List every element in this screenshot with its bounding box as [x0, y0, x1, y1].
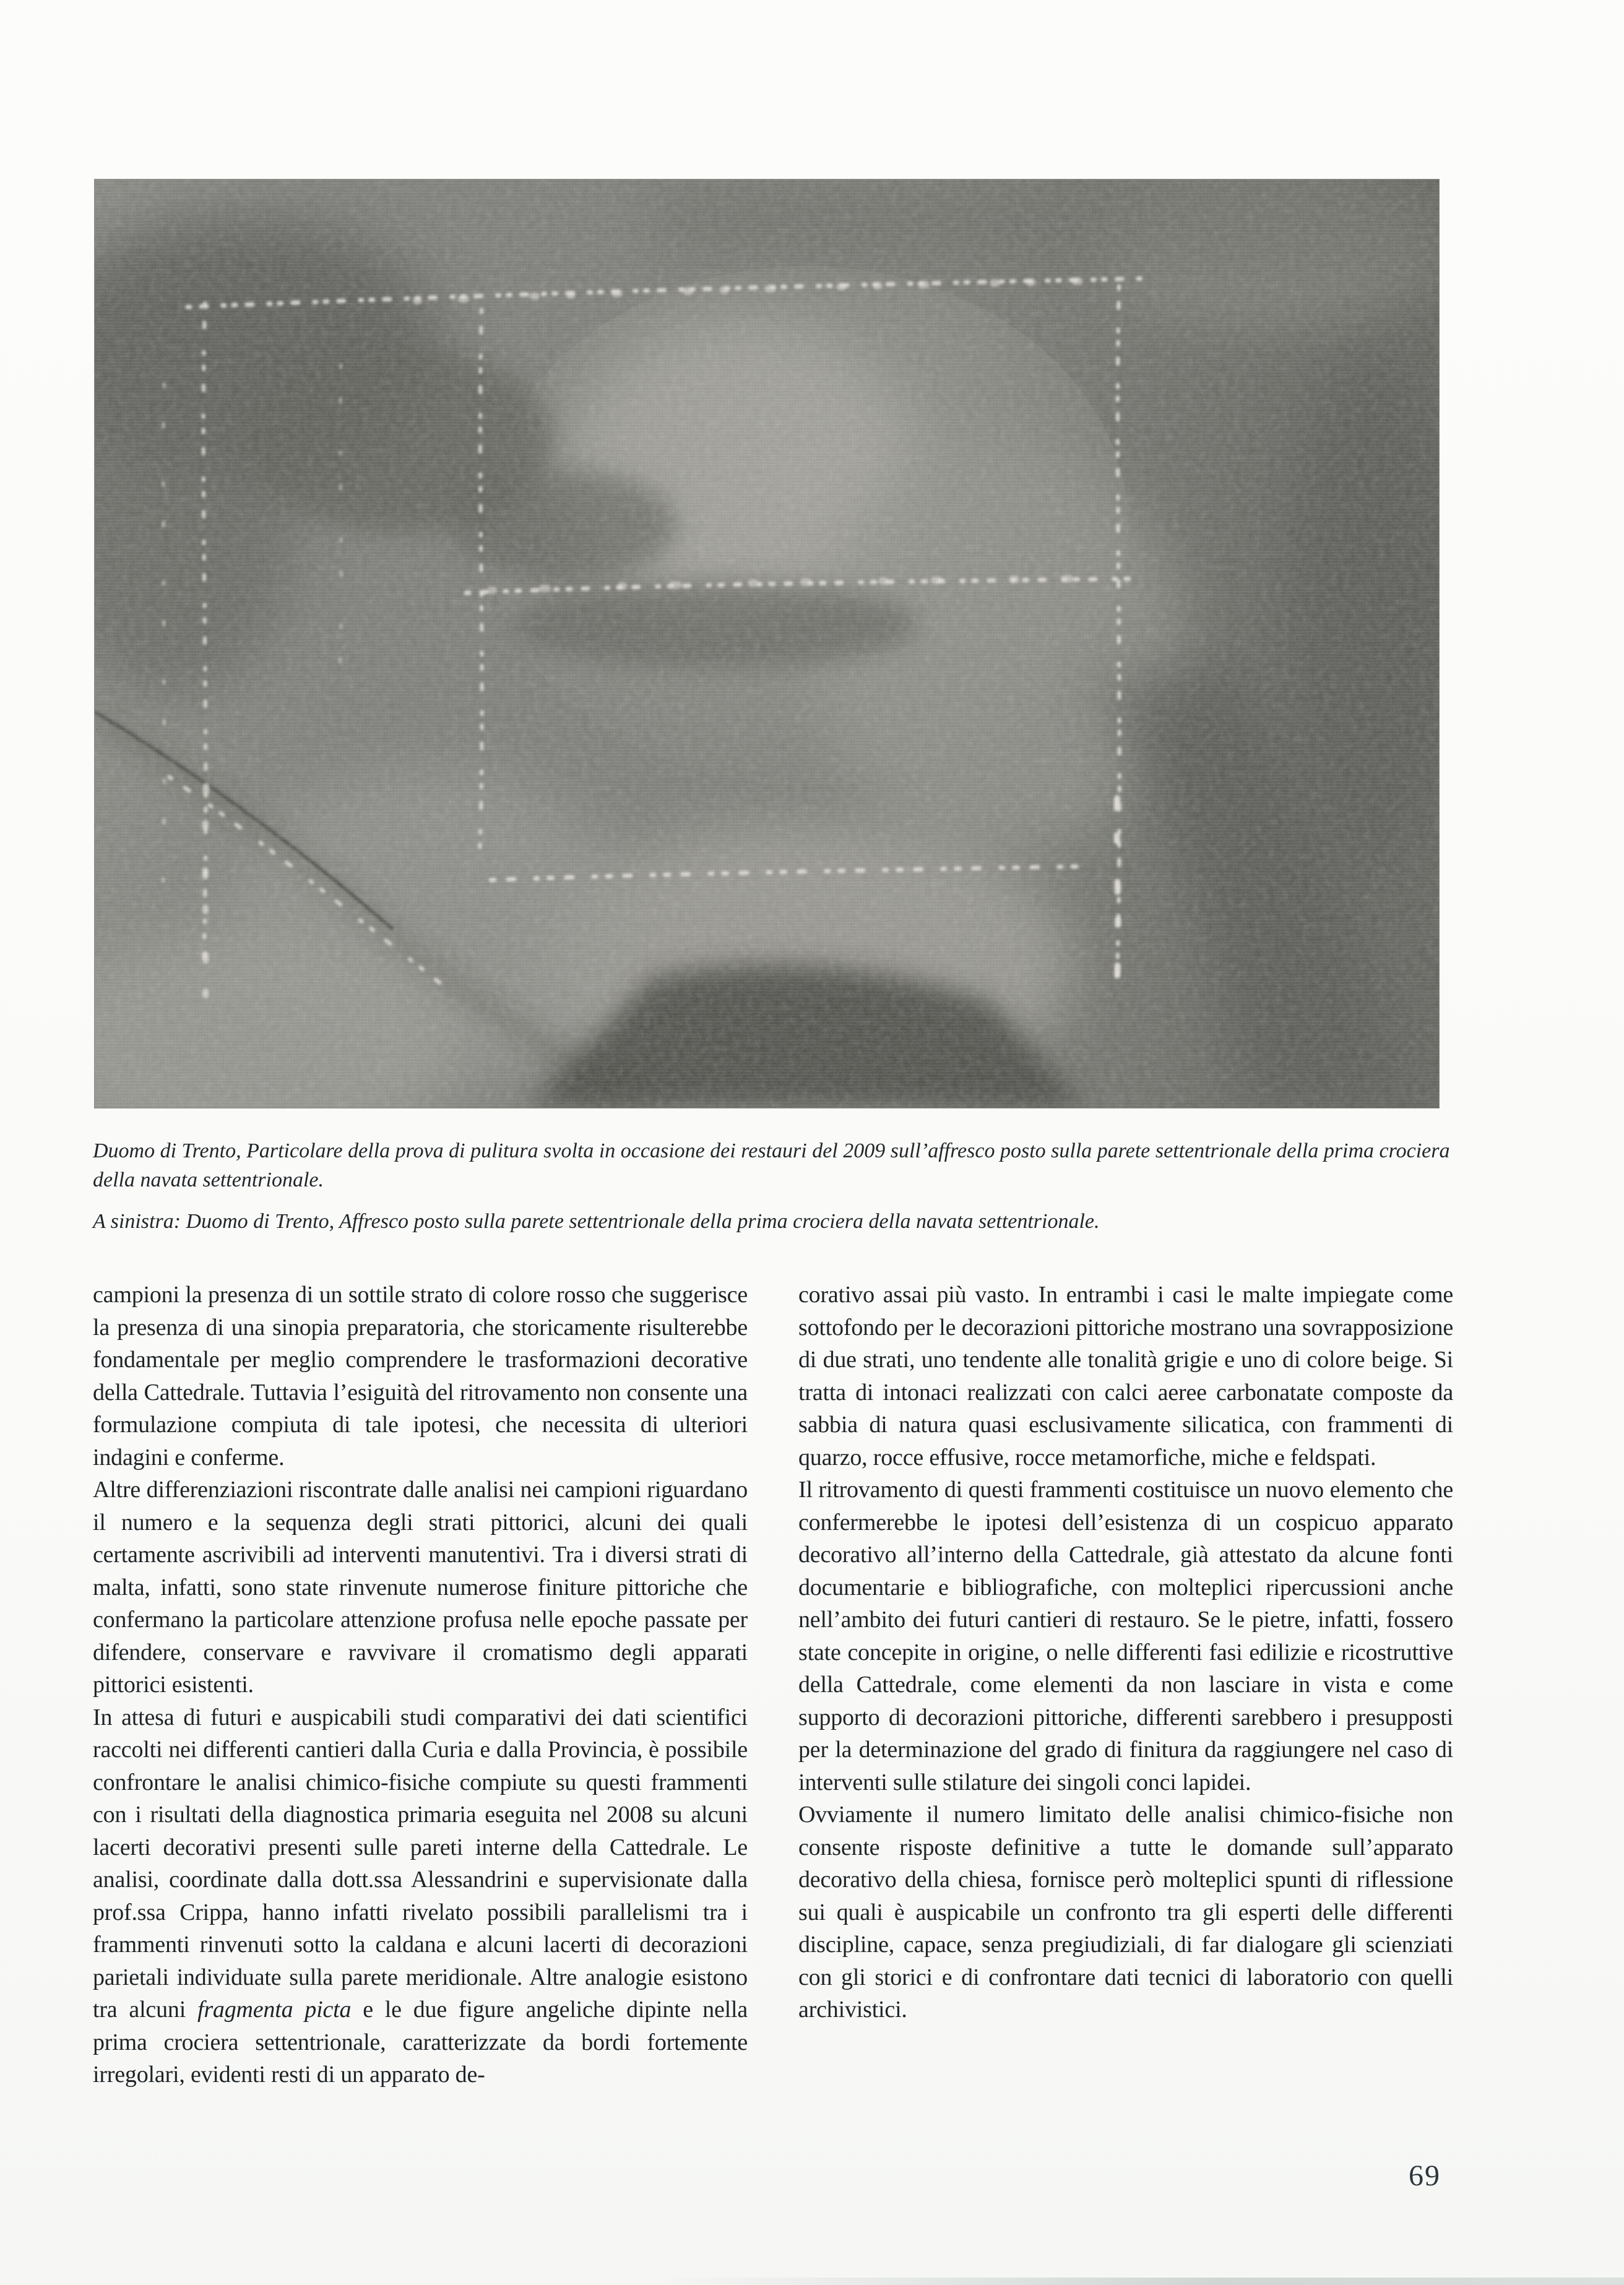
paragraph [798, 1474, 1453, 1799]
paragraph [798, 1279, 1453, 1474]
paragraph [93, 1701, 748, 2091]
fresco-photo-art [95, 179, 1439, 1108]
text-run: Il ritrovamento di questi frammenti costituisce un nuovo elemento che confermerebbe le ipotesi dell’esistenza di un cospicuo apparato decorativo all’interno della Cattedrale, già attestato da alcune fonti documentarie e bibliografiche, con molteplici ripercussioni anche nell’ambito dei futuri cantieri di restauro. Se le pietre, infatti, fossero state concepite in origine, o nelle differenti fasi edilizie e ricostruttive della Cattedrale, come elementi da non lasciare in vista e come supporto di decorazioni pittoriche, differenti sarebbero i presupposti per la determinazione del grado di finitura da raggiungere nel caso di interventi sulle stilature dei singoli conci lapidei. [798, 1477, 1453, 1795]
text-run: campioni la presenza di un sottile strato di colore rosso che suggerisce la presenza di una sinopia preparatoria, che storicamente risulterebbe fondamentale per meglio comprendere le trasformazioni decorative della Cattedrale. Tuttavia l’esiguità del ritrovamento non consente una formulazione compiuta di tale ipotesi, che necessita di ulteriori indagini e conferme. [93, 1282, 748, 1471]
text-run: In attesa di futuri e auspicabili studi comparativi dei dati scientifici raccolti nei differenti cantieri dalla Curia e dalla Provincia, è possibile confrontare le analisi chimico-fisiche compiute su questi frammenti con i risultati della diagnostica primaria eseguita nel 2008 su alcuni lacerti decorativi presenti sulle pareti interne della Cattedrale. Le analisi, coordinate dalla dott.ssa Alessandrini e supervisionate dalla prof.ssa Crippa, hanno infatti rivelato possibili parallelismi tra i frammenti rinvenuti sotto la caldana e alcuni lacerti di decorazioni parietali individuate sulla parete meridionale. Altre analogie esistono tra alcuni [93, 1704, 748, 2023]
paragraph [798, 1799, 1453, 2026]
text-column-left [93, 1279, 748, 2091]
paragraph [93, 1279, 748, 1474]
text-run: Altre differenziazioni riscontrate dalle analisi nei campioni riguardano il numero e la sequenza degli strati pittorici, alcuni dei quali certamente ascrivibili ad interventi manutentivi. Tra i diversi strati di malta, infatti, sono state rinvenute numerose finiture pittoriche che confermano la particolare attenzione profusa nelle epoche passate per difendere, conservare e ravvivare il cromatismo degli apparati pittorici esistenti. [93, 1477, 748, 1698]
page-number: 69 [1409, 2159, 1441, 2192]
scan-edge-shadow [0, 2278, 1624, 2285]
photo-texture-overlays [95, 179, 1439, 1108]
italic-phrase: fragmenta picta [197, 1997, 352, 2023]
fresco-photo [95, 179, 1439, 1108]
paragraph [93, 1474, 748, 1701]
text-column-right [798, 1279, 1453, 2026]
left-photo-caption: A sinistra: Duomo di Trento, Affresco posto sulla parete settentrionale della prima crociera della navata settentrionale. [93, 1210, 1100, 1233]
text-run: Ovviamente il numero limitato delle analisi chimico-fisiche non consente risposte definitive a tutte le domande sull’apparato decorativo della chiesa, fornisce però molteplici spunti di riflessione sui quali è auspicabile un confronto tra gli esperti delle differenti discipline, capace, senza pregiudiziali, di far dialogare gli scienziati con gli storici e di confrontare dati tecnici di laboratorio con quelli archivistici. [798, 1802, 1453, 2023]
photo-caption: Duomo di Trento, Particolare della prova di pulitura svolta in occasione dei restauri del 2009 sull’affresco posto sulla parete settentrionale della prima crociera della navata settentrionale. [93, 1139, 1450, 1191]
text-run: corativo assai più vasto. In entrambi i casi le malte impiegate come sottofondo per le decorazioni pittoriche mostrano una sovrapposizione di due strati, uno tendente alle tonalità grigie e uno di colore beige. Si tratta di intonaci realizzati con calci aeree carbonatate composte da sabbia di natura quasi esclusivamente silicatica, con frammenti di quarzo, rocce effusive, rocce metamorfiche, miche e feldspati. [798, 1282, 1453, 1471]
text-run: e le due figure angeliche dipinte nella prima crociera settentrionale, caratterizzate da bordi fortemente irregolari, evidenti resti di un apparato de- [93, 1997, 748, 2088]
